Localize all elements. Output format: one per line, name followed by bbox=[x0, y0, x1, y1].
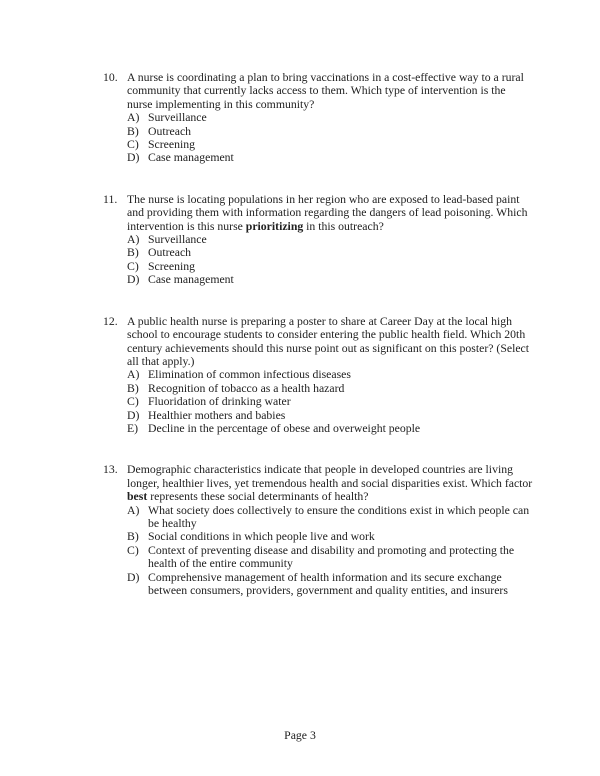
option-letter: C) bbox=[127, 259, 139, 273]
answer-options bbox=[127, 368, 533, 435]
option-letter: B) bbox=[127, 381, 139, 395]
option-letter: D) bbox=[127, 273, 140, 287]
answer-option-a bbox=[127, 368, 533, 381]
option-letter: C) bbox=[127, 543, 139, 557]
question-text-segment: A nurse is coordinating a plan to bring vaccinations in a cost-effective way to a rural community that currently lacks access to them. Which type of intervention is the nurse implementing in this community? bbox=[127, 71, 524, 111]
question-text-bold-segment: prioritizing bbox=[245, 219, 304, 233]
question-text bbox=[127, 193, 533, 233]
option-letter: D) bbox=[127, 570, 140, 584]
option-text: Fluoridation of drinking water bbox=[148, 395, 291, 409]
option-letter: B) bbox=[127, 246, 139, 260]
option-letter: A) bbox=[127, 233, 140, 247]
question-number: 10. bbox=[103, 71, 118, 84]
option-text: Recognition of tobacco as a health hazard bbox=[148, 381, 345, 395]
answer-option-e bbox=[127, 422, 533, 435]
answer-option-a bbox=[127, 504, 533, 531]
question-number: 13. bbox=[103, 463, 118, 477]
option-text: Social conditions in which people live and work bbox=[148, 530, 375, 544]
question-number: 11. bbox=[103, 192, 118, 206]
question-text-segment: in this outreach? bbox=[303, 219, 384, 233]
question-13 bbox=[103, 463, 533, 597]
option-text: Case management bbox=[148, 273, 234, 287]
option-text: Case management bbox=[148, 151, 234, 165]
question-12 bbox=[103, 315, 533, 436]
answer-option-c bbox=[127, 260, 533, 273]
option-text: Context of preventing disease and disability and promoting and protecting the health of the entire community bbox=[148, 543, 515, 571]
option-letter: C) bbox=[127, 138, 139, 152]
option-text: Healthier mothers and babies bbox=[148, 408, 286, 422]
option-text: Decline in the percentage of obese and overweight people bbox=[148, 421, 421, 435]
question-text-bold-segment: best bbox=[127, 490, 148, 504]
option-text: Surveillance bbox=[148, 233, 207, 247]
answer-options bbox=[127, 504, 533, 598]
option-text: Surveillance bbox=[148, 111, 207, 125]
option-text: Elimination of common infectious diseases bbox=[148, 368, 351, 382]
answer-option-c bbox=[127, 544, 533, 571]
question-text-segment: A public health nurse is preparing a poster to share at Career Day at the local high school to encourage students to consider entering the public health field. Which 20th century achievements should this nurse point out as significant on this poster? (Select all that apply.) bbox=[127, 314, 530, 368]
option-text: Outreach bbox=[148, 246, 192, 260]
answer-option-a bbox=[127, 111, 533, 124]
question-text-segment: The nurse is locating populations in her region who are exposed to lead-based paint and providing them with information regarding the dangers of lead poisoning. Which intervention is this nurse bbox=[127, 192, 528, 233]
page-number: Page 3 bbox=[284, 729, 316, 742]
option-letter: E) bbox=[127, 421, 139, 435]
answer-option-b bbox=[127, 382, 533, 395]
option-letter: A) bbox=[127, 111, 140, 125]
question-list bbox=[103, 71, 533, 625]
option-letter: D) bbox=[127, 408, 140, 422]
option-text: Comprehensive management of health information and its secure exchange between consumers, providers, government and quality entities, and insurers bbox=[148, 570, 508, 597]
question-text-segment: represents these social determinants of health? bbox=[147, 490, 369, 504]
option-letter: B) bbox=[127, 124, 139, 138]
question-text-segment: Demographic characteristics indicate that people in developed countries are living longer, healthier lives, yet tremendous health and social disparities exist. Which factor bbox=[127, 463, 533, 490]
answer-option-a bbox=[127, 233, 533, 246]
answer-option-d bbox=[127, 571, 533, 598]
option-text: What society does collectively to ensure the conditions exist in which people can be healthy bbox=[148, 503, 530, 530]
option-text: Outreach bbox=[148, 124, 192, 138]
option-text: Screening bbox=[148, 259, 195, 273]
option-letter: D) bbox=[127, 151, 140, 165]
answer-option-d bbox=[127, 151, 533, 164]
option-letter: A) bbox=[127, 503, 140, 517]
question-text bbox=[127, 71, 533, 111]
question-text bbox=[127, 463, 533, 503]
option-letter: B) bbox=[127, 530, 139, 544]
answer-options bbox=[127, 111, 533, 165]
answer-option-b bbox=[127, 246, 533, 259]
option-letter: C) bbox=[127, 395, 139, 409]
option-letter: A) bbox=[127, 368, 140, 382]
option-text: Screening bbox=[148, 138, 195, 152]
answer-options bbox=[127, 233, 533, 287]
question-11 bbox=[103, 193, 533, 287]
question-text bbox=[127, 315, 533, 369]
answer-option-b bbox=[127, 530, 533, 543]
answer-option-b bbox=[127, 125, 533, 138]
answer-option-c bbox=[127, 138, 533, 151]
question-number: 12. bbox=[103, 314, 118, 328]
answer-option-d bbox=[127, 273, 533, 286]
page-footer bbox=[0, 729, 600, 742]
answer-option-d bbox=[127, 409, 533, 422]
answer-option-c bbox=[127, 395, 533, 408]
question-10 bbox=[103, 71, 533, 165]
